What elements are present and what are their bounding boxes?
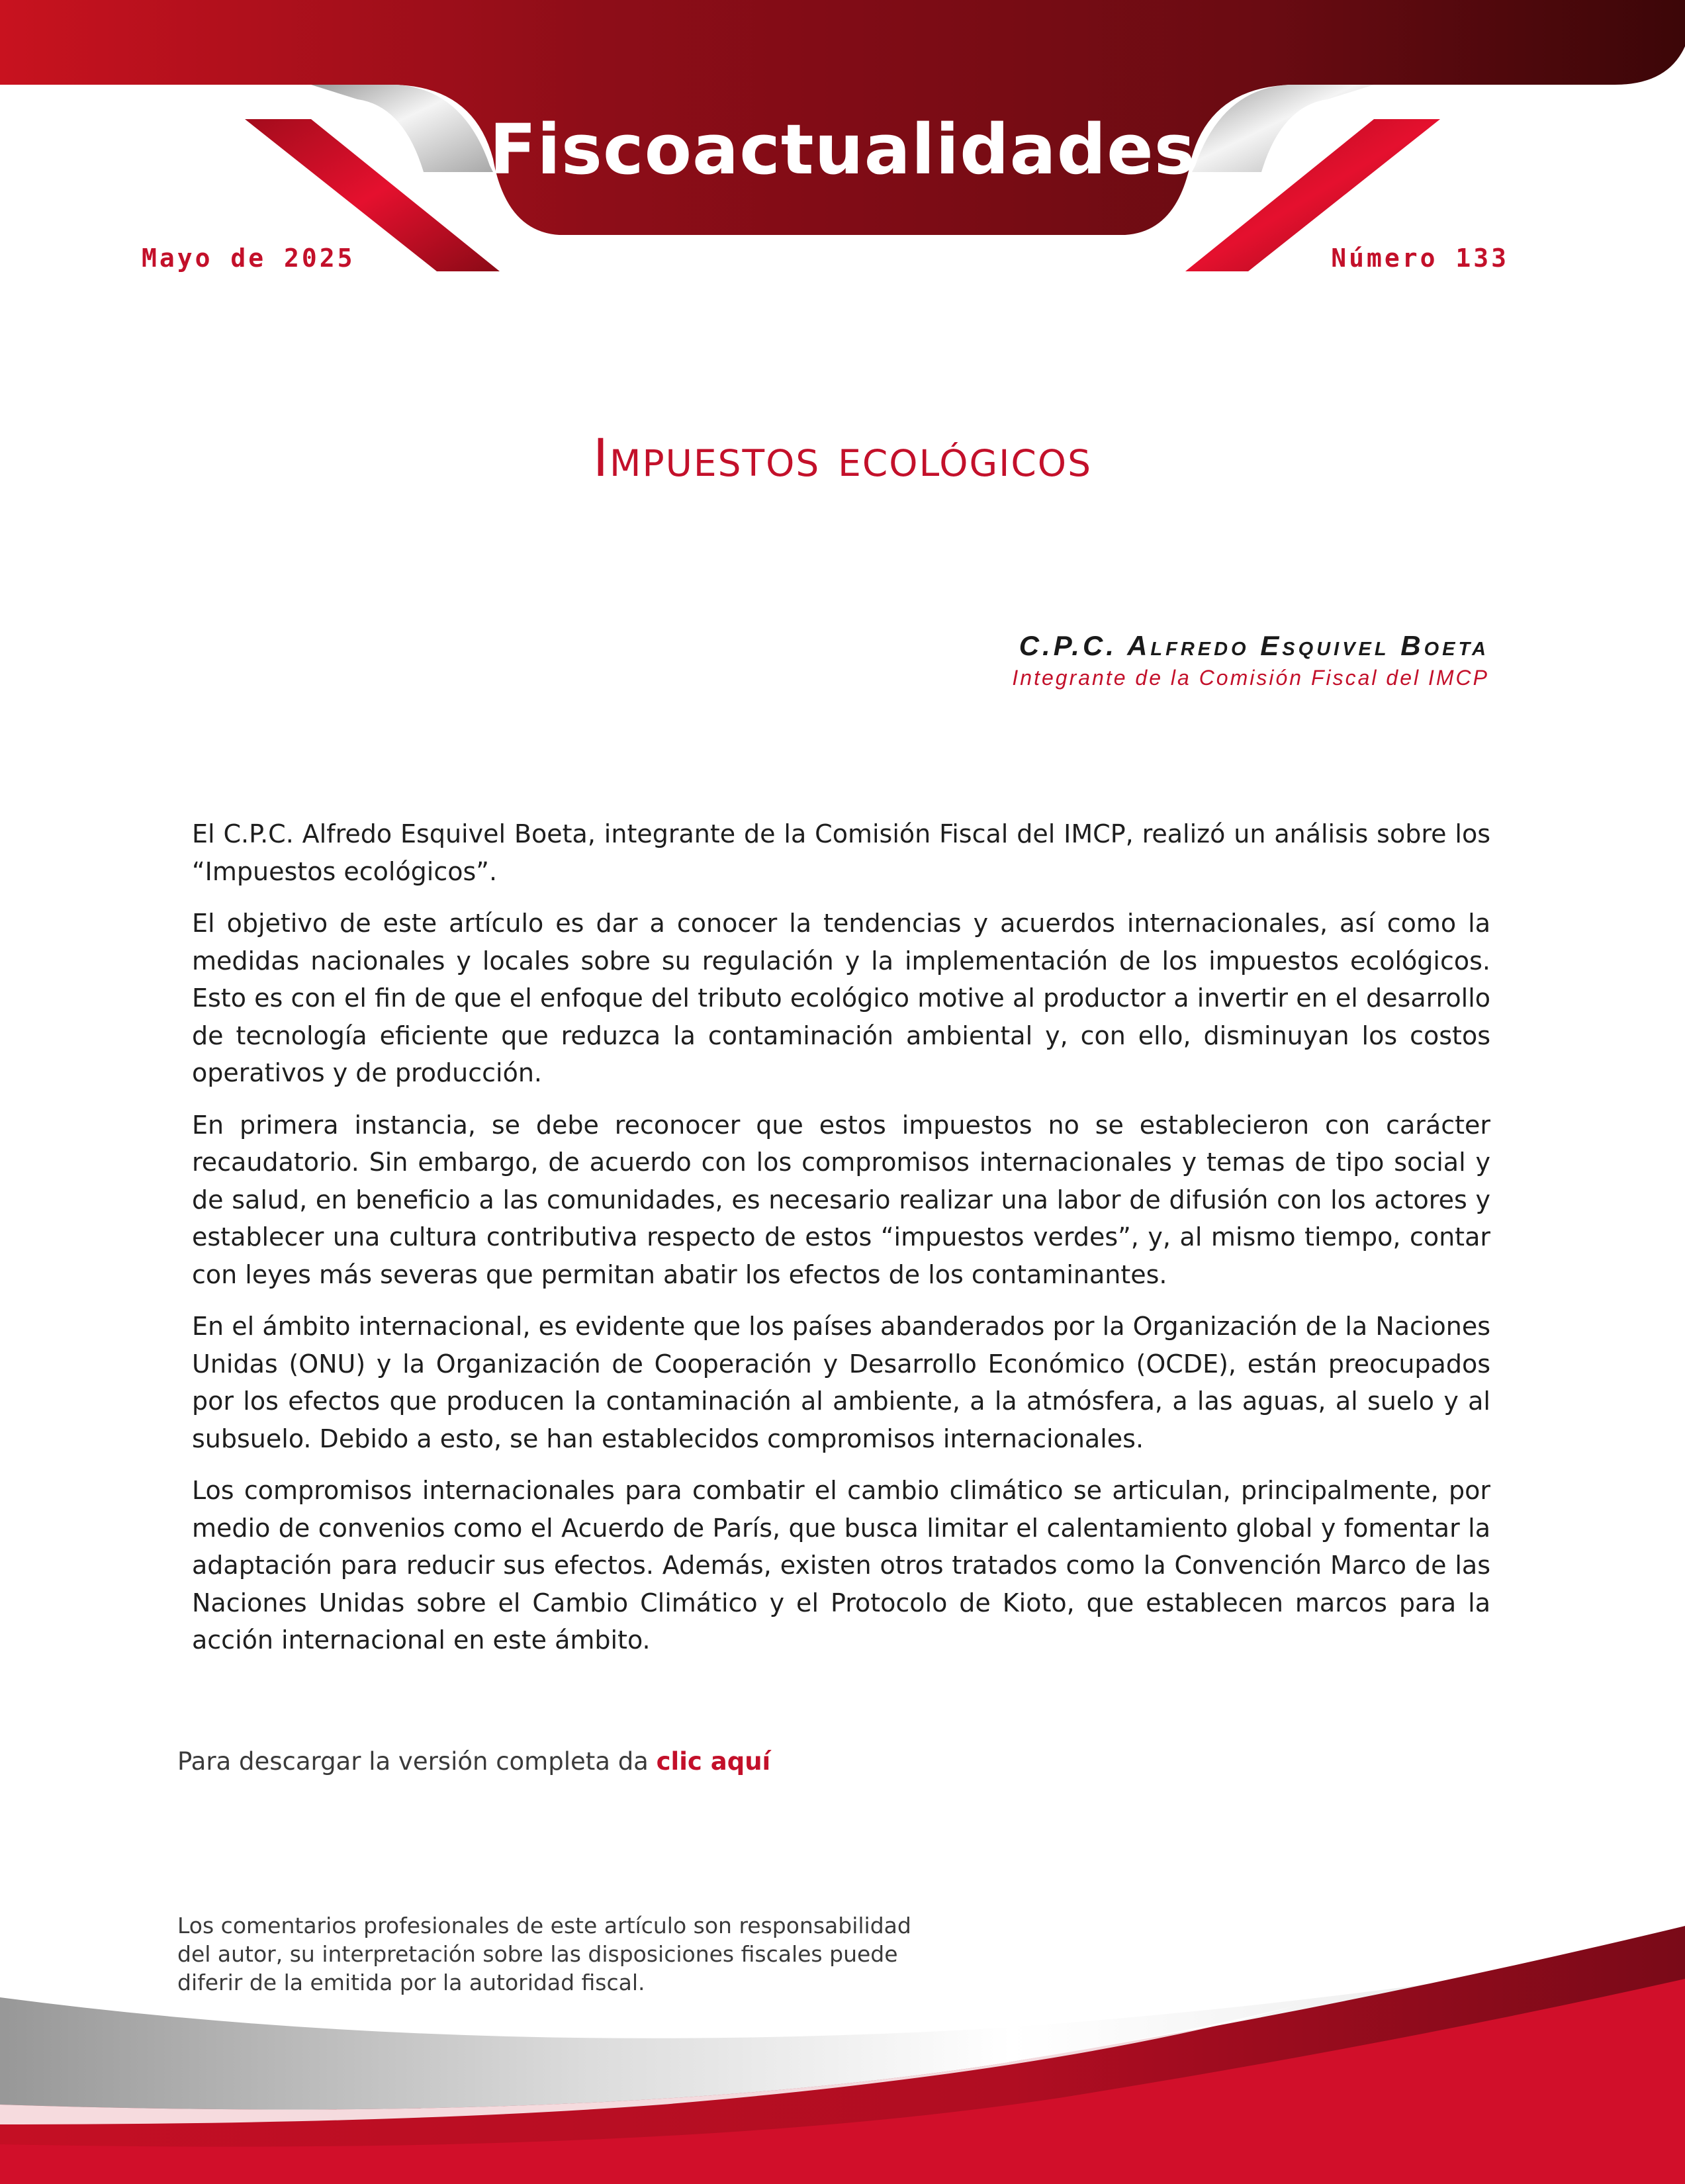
download-line [177, 1747, 770, 1776]
author-name: C.P.C. Alfredo Esquivel Boeta [1019, 630, 1489, 661]
article-body [192, 815, 1490, 1674]
download-link[interactable]: clic aquí [656, 1747, 771, 1776]
author-role: Integrante de la Comisión Fiscal del IMCP [1012, 666, 1489, 690]
paragraph: En primera instancia, se debe reconocer que estos impuestos no se establecieron con carácter recaudatorio. Sin embargo, de acuerdo con los compromisos internacionales y temas de tipo social y de salud, en beneficio a las comunidades, es necesario realizar una labor de difusión con los actores y establecer una cultura contributiva respecto de estos “impuestos verdes”, y, al mismo tiempo, contar con leyes más severas que permitan abatir los efectos de los contaminantes. [192, 1110, 1490, 1289]
issue-number: Número 133 [1331, 244, 1509, 273]
paragraph: En el ámbito internacional, es evidente que los países abanderados por la Organización de la Naciones Unidas (ONU) y la Organización de Cooperación y Desarrollo Económico (OCDE), están preocupados por los efectos que producen la contaminación al ambiente, a la atmósfera, a las aguas, al suelo y al subsuelo. Debido a esto, se han establecidos compromisos internacionales. [192, 1312, 1490, 1453]
article-title: Impuestos ecológicos [592, 429, 1092, 488]
disclaimer: Los comentarios profesionales de este artículo son responsabilidad del autor, su interpretación sobre las disposiciones fiscales puede diferir de la emitida por la autoridad fiscal. [177, 1913, 911, 1995]
paragraph: El objetivo de este artículo es dar a conocer la tendencias y acuerdos internacionales, así como la medidas nacionales y locales sobre su regulación y la implementación de los impuestos ecológicos. Esto es con el fin de que el enfoque del tributo ecológico motive al productor a invertir en el desarrollo de tecnología eficiente que reduzca la contaminación ambiental y, con ello, disminuyan los costos operativos y de producción. [192, 909, 1490, 1087]
issue-date: Mayo de 2025 [142, 244, 355, 273]
paragraph: El C.P.C. Alfredo Esquivel Boeta, integrante de la Comisión Fiscal del IMCP, realizó un análisis sobre los “Impuestos ecológicos”. [192, 819, 1490, 886]
author-block [1012, 630, 1489, 690]
download-text: Para descargar la versión completa da [177, 1747, 649, 1776]
publication-brand: Fiscoactualidades [489, 109, 1196, 190]
paragraph: Los compromisos internacionales para combatir el cambio climático se articulan, principalmente, por medio de convenios como el Acuerdo de París, que busca limitar el calentamiento global y fomentar la adaptación para reducir sus efectos. Además, existen otros tratados como la Convención Marco de las Naciones Unidas sobre el Cambio Climático y el Protocolo de Kioto, que establecen marcos para la acción internacional en este ámbito. [192, 1476, 1490, 1655]
